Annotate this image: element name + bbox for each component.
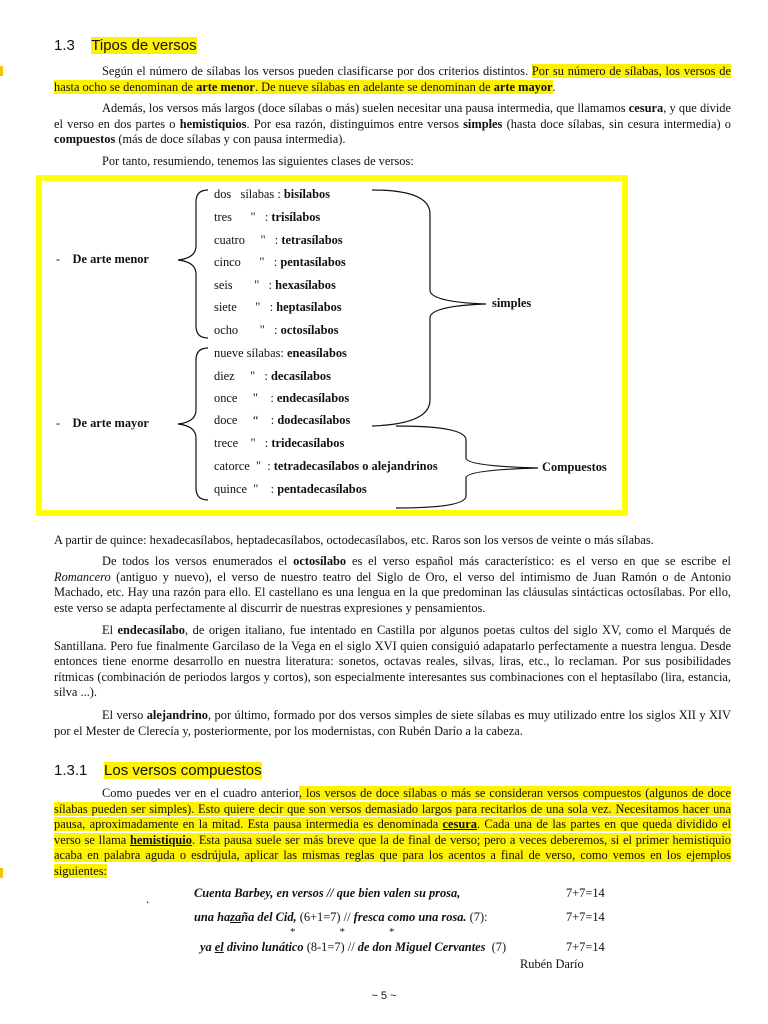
verse-row: tres " : trisílabos <box>214 210 321 224</box>
paragraph-octosilabo: De todos los versos enumerados el octosílabo es el verso español más característico: es el verso en que se escribe el Romancero (antiguo y nuevo), el verso de nuestro teatro del Siglo de Oro, el verso del intimismo de Juan Ramón o de Antonio Machado, etc. Hay una razón para ello. El castellano es una lengua en la que predominan las cláusulas sintácticas octosílabas. Por ello, este verso se adapta perfectamente al discurrir de nuestras expresiones y pensamientos. <box>54 554 731 615</box>
verse-row: diez " : decasílabos <box>214 369 331 383</box>
paragraph-criterios: Según el número de sílabas los versos pueden clasificarse por dos criterios distintos. Por su número de sílabas, los versos de hasta ocho se denominan de arte menor. De nueve sílabas en adelante se denominan de arte mayor. <box>54 64 731 94</box>
subsection-heading <box>54 762 262 779</box>
page-number: ~ 5 ~ <box>371 990 397 1002</box>
verse-row: seis " : hexasílabos <box>214 278 336 292</box>
brace-arte-menor <box>178 190 208 338</box>
verse-row: cinco " : pentasílabos <box>214 255 346 269</box>
subsection-title: Los versos compuestos <box>104 762 262 779</box>
section-number: 1.3 <box>54 37 75 54</box>
group-arte-mayor: - De arte mayor <box>56 416 149 430</box>
group-arte-menor: - De arte menor <box>56 252 149 266</box>
label-compuestos: Compuestos <box>542 460 607 474</box>
example-count-2: 7+7=14 <box>566 910 605 924</box>
verse-row: ocho " : octosílabos <box>214 323 339 337</box>
verse-row: dos sílabas : bisílabos <box>214 187 331 201</box>
brace-simples <box>372 190 486 426</box>
example-count-3: 7+7=14 <box>566 940 605 954</box>
example-dot: . <box>146 892 150 906</box>
verse-row: quince " : pentadecasílabos <box>214 482 367 496</box>
verse-row: trece " : tridecasílabos <box>214 436 345 450</box>
example-author: Rubén Darío <box>520 957 584 971</box>
example-count-1: 7+7=14 <box>566 886 605 900</box>
paragraph-cesura: Además, los versos más largos (doce sílabas o más) suelen necesitar una pausa intermedia, que llamamos cesura, y que divide el verso en dos partes o hemistiquios. Por esa razón, distinguimos entre versos simples (hasta doce sílabas, sin cesura intermedia) o compuestos (más de doce sílabas y con pausa intermedia). <box>54 101 731 146</box>
paragraph-alejandrino: El verso alejandrino, por último, formado por dos versos simples de siete sílabas es muy utilizado entre los siglos XII y XIV por el Mester de Clerecía y, posteriormente, por los modernistas, con Rubén Darío a la cabeza. <box>54 708 732 738</box>
example-line-1: Cuenta Barbey, en versos // que bien valen su prosa, <box>194 886 461 900</box>
paragraph-compuestos: Como puedes ver en el cuadro anterior, los versos de doce sílabas o más se consideran versos compuestos (algunos de doce sílabas pueden ser simples). Esto quiere decir que son versos demasiado largos para recitarlos de una sola vez. Necesitamos hacer una pausa, aproximadamente en la mitad. Esta pausa intermedia es denominada cesura. Cada una de las partes en que queda dividido el verso se llama hemistiquio. Esta pausa suele ser más breve que la de final de verso; pero a veces deberemos, si el primer hemistiquio acaba en palabra aguda o esdrújula, aplicar las mismas reglas que para los acentos a final de verso, como vemos en los ejemplos siguientes: <box>54 786 731 878</box>
section-title: Tipos de versos <box>91 37 197 54</box>
example-line-2: una hazaña del Cid, (6+1=7) // fresca como una rosa. (7): <box>194 910 488 924</box>
example-line-3: ya el divino lunático (8-1=7) // de don Miguel Cervantes (7) <box>200 940 507 954</box>
verse-row: doce “ : dodecasílabos <box>214 413 351 427</box>
paragraph-endecasilabo: El endecasílabo, de origen italiano, fue intentado en Castilla por algunos poetas cultos del siglo XV, como el Marqués de Santillana. Pero fue finalmente Garcilaso de la Vega en el siglo XVI quien consiguió adapatarlo perfectamente a nuestra lengua. Desde entonces tiene enorme desarrollo en nuestra literatura: sonetos, octavas reales, silvas, liras, etc., lo reclaman. Por sus posibilidades rítmicas (combinación de periodos largos y cortos), son especialmente interesantes sus combinaciones con el heptasílabo (lira, estancia, silva ...). <box>54 623 731 699</box>
stress-markers: * * * <box>290 926 395 938</box>
verse-row: nueve sílabas: eneasílabos <box>214 346 347 360</box>
verse-row: cuatro " : tetrasílabos <box>214 233 343 247</box>
paragraph-a-partir: A partir de quince: hexadecasílabos, heptadecasílabos, octodecasílabos, etc. Raros son los versos de veinte o más sílabas. <box>54 533 654 547</box>
verse-row: once " : endecasílabos <box>214 391 350 405</box>
subsection-number: 1.3.1 <box>54 762 88 779</box>
brace-arte-mayor <box>178 348 208 500</box>
verse-row: siete " : heptasílabos <box>214 300 342 314</box>
paragraph-resumen: Por tanto, resumiendo, tenemos las siguientes clases de versos: <box>102 154 414 168</box>
verse-row: catorce " : tetradecasílabos o alejandrinos <box>214 459 438 473</box>
label-simples: simples <box>492 296 532 310</box>
